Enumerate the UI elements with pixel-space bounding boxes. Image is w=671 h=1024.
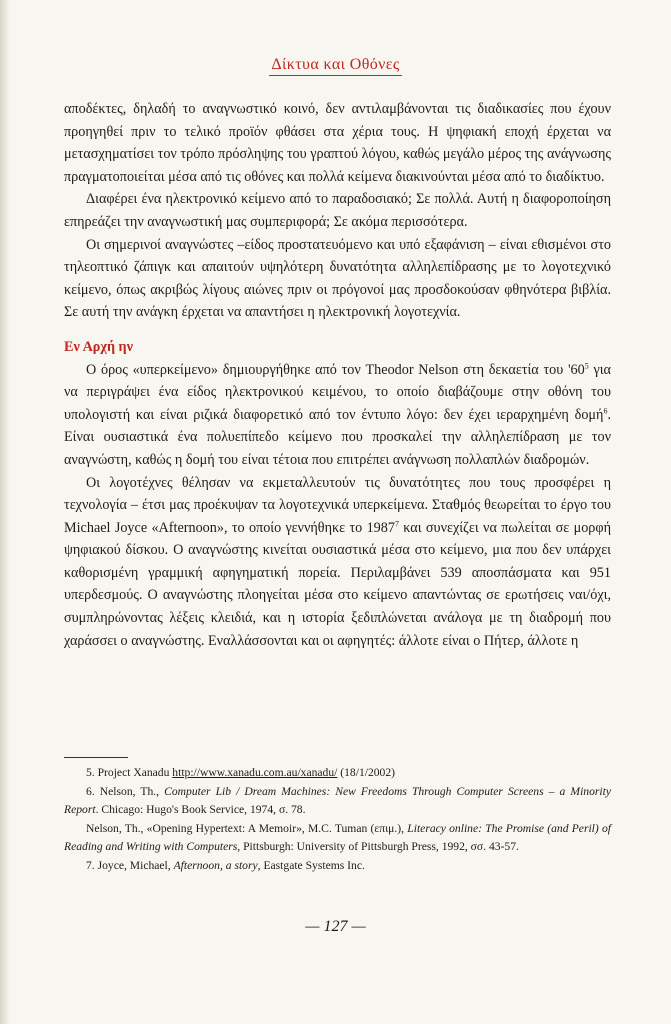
- footnote-7-author: 7. Joyce, Michael,: [86, 858, 174, 872]
- footnotes: [64, 764, 611, 876]
- paragraph-5-part-2: και συνεχίζει να πωλείται σε μορφή ψηφιακού δίσκου. Ο αναγνώστης κινείται ουσιαστικά μέσα στο κείμενο, μια που δεν υπάρχει καθορισμένη γραμμική αφηγηματική πορεία. Περιλαμβάνει 539 αποσπάσματα και 951 υπερδεσμούς. Ο αναγνώστης πλοηγείται μέσα στο κείμενο απαντώντας σε ερωτήσεις ναι/όχι, συμπληρώνοντας λέξεις κλειδιά, και η ιστορία ξεδιπλώνεται ανάλογα με τη διαδρομή που χαράσσει ο αναγνώστης. Εναλλάσσονται και οι αφηγητές: άλλοτε είναι ο Πήτερ, άλλοτε η: [64, 519, 611, 649]
- page-edge-shadow: [0, 0, 10, 1024]
- running-head-text: Δίκτυα και Οθόνες: [269, 56, 401, 76]
- footnote-6b-title: Literacy online: The Promise (and Peril) of Reading and Writing with Computers: [64, 821, 611, 854]
- footnote-5-date: (18/1/2002): [337, 766, 396, 779]
- paragraph-3: Οι σημερινοί αναγνώστες –είδος προστατευόμενο και υπό εξαφάνιση – είναι εθισμένοι στο τηλεοπτικό ζάπιγκ και απαιτούν υψηλότερη δυνατότητα αλληλεπίδρασης με το λογοτεχνικό κείμενο, όπως ακριβώς λίγους αιώνες πριν οι πρόγονοί μας προσδοκούσαν φθηνότερα βιβλία. Σε αυτή την ανάγκη έρχεται να απαντήσει η ηλεκτρονική λογοτεχνία.: [64, 236, 611, 321]
- footnote-6a: [64, 783, 611, 820]
- main-text: [64, 98, 611, 652]
- footnote-divider: [64, 757, 128, 758]
- footnote-ref-7: 7: [394, 518, 399, 528]
- page-number: — 127 —: [305, 918, 366, 935]
- footnote-6b-author: Nelson, Th., «Opening Hypertext: A Memoir», M.C. Tuman (επιμ.),: [86, 821, 408, 835]
- paragraph-4: [64, 359, 611, 472]
- paragraph-4-part-2: για να περιγράψει ένα είδος ηλεκτρονικού κειμένου, το οποίο διαβάζουμε στην οθόνη του υπολογιστή και είναι ριζικά διαφορετικό από τον έντυπο λόγο: δεν έχει ιεραρχημένη δομή: [64, 361, 611, 423]
- paragraph-4-part-3: . Είναι ουσιαστικά ένα πολυεπίπεδο κείμενο που προσκαλεί την αλληλεπίδραση με τον αναγνώστη, καθώς η δομή του είναι τέτοια που επιτρέπει ανάγνωση πολλαπλών διαδρομών.: [64, 406, 611, 468]
- paragraph-4-part-1: Ο όρος «υπερκείμενο» δημιουργήθηκε από τον Theodor Nelson στη δεκαετία του '60: [86, 361, 585, 378]
- running-head: [0, 56, 671, 76]
- footnote-5: [64, 764, 611, 783]
- footnote-6a-details: . Chicago: Hugo's Book Service, 1974, σ. 78.: [95, 803, 306, 817]
- footnote-ref-6: 6: [603, 405, 608, 415]
- footnote-6b: [64, 820, 611, 857]
- section-heading: Εν Αρχή ην: [64, 338, 133, 355]
- footnote-7: [64, 857, 611, 876]
- footnote-7-title: Afternoon, a story: [173, 858, 258, 872]
- paragraph-5-part-1: Οι λογοτέχνες θέλησαν να εκμεταλλευτούν τις δυνατότητες που τους προσφέρει η τεχνολογία – έτσι μας προέκυψαν τα λογοτεχνικά υπερκείμενα. Σταθμός θεωρείται το έργο του Michael Joyce «Afternoon», το οποίο γεννήθηκε το 1987: [64, 474, 611, 536]
- footnote-5-label: 5. Project Xanadu: [86, 766, 173, 779]
- footnote-6b-details: , Pittsburgh: University of Pittsburgh Press, 1992, σσ. 43-57.: [237, 840, 519, 854]
- paragraph-2: Διαφέρει ένα ηλεκτρονικό κείμενο από το παραδοσιακό; Σε πολλά. Αυτή η διαφοροποίηση επηρεάζει την αναγνωστική μας συμπεριφορά; Σε ακόμα περισσότερα.: [64, 191, 611, 230]
- paragraph-5: [64, 472, 611, 653]
- footnote-7-details: , Eastgate Systems Inc.: [257, 858, 365, 872]
- paragraph-1: αποδέκτες, δηλαδή το αναγνωστικό κοινό, δεν αντιλαμβάνονται τις διαδικασίες που έχουν προηγηθεί πριν το τελικό προϊόν φθάσει στα χέρια τους. Η ψηφιακή εποχή έρχεται να μετασχηματίσει τον τρόπο πρόσληψης του γραπτού λόγου, καθώς μεγάλο μέρος της ανάγνωσης πραγματοποιείται μέσα από τις οθόνες και πολλά κείμενα διακινούνται μέσα από το διαδίκτυο.: [64, 101, 611, 185]
- footnote-6a-author: 6. Nelson, Th.,: [86, 784, 165, 798]
- footnote-ref-5: 5: [584, 360, 589, 370]
- footnote-5-link[interactable]: http://www.xanadu.com.au/xanadu/: [172, 766, 338, 779]
- footnote-6a-title: Computer Lib / Dream Machines: New Freedoms Through Computer Screens – a Minority Report: [64, 784, 611, 817]
